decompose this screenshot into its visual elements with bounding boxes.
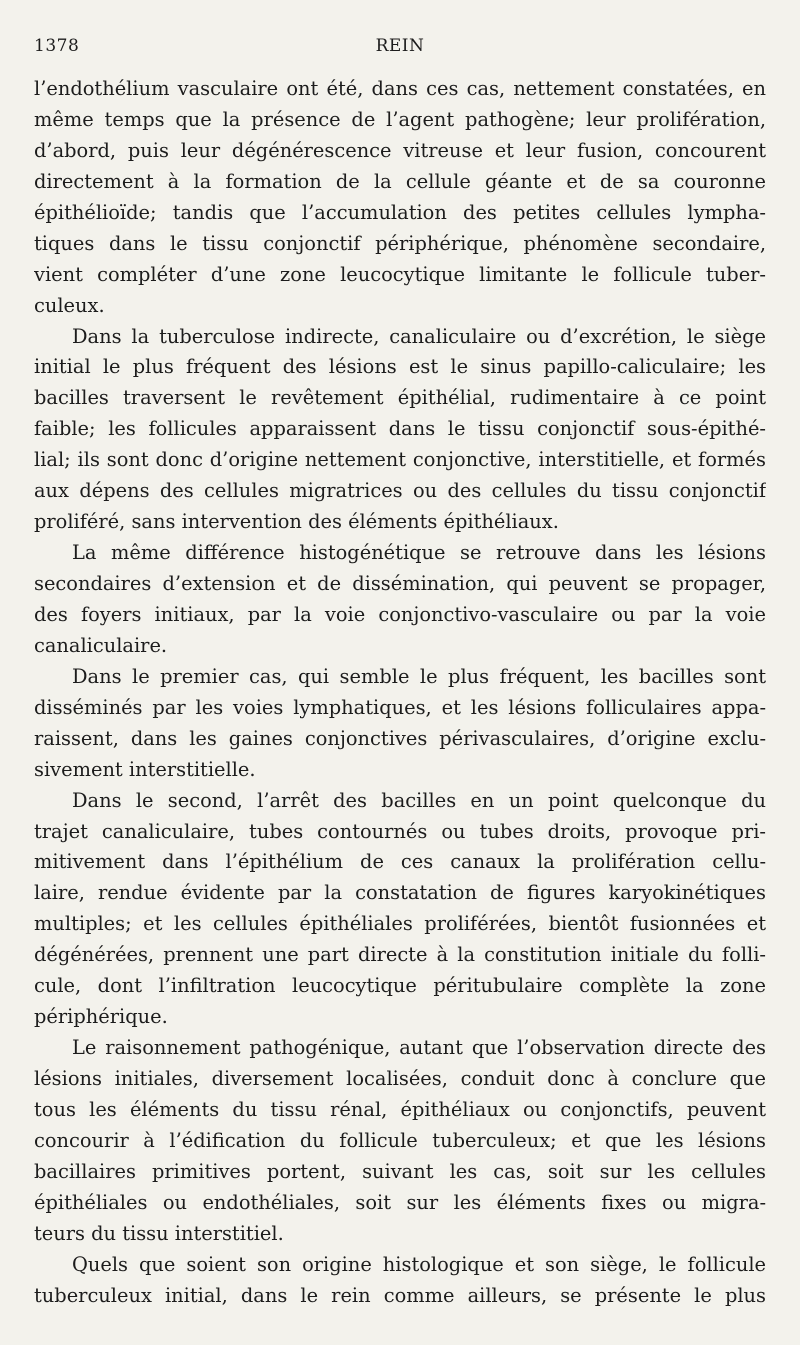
text-line: Dans le second, l’arrêt des bacilles en un point quelconque du — [72, 788, 766, 812]
text-line: cule, dont l’infiltration leucocytique péritubulaire complète la zone — [34, 974, 766, 998]
text-line: même temps que la présence de l’agent pathogène; leur prolifération, — [34, 107, 766, 131]
text-line: tous les éléments du tissu rénal, épithéliaux ou conjonctifs, peuvent — [34, 1097, 766, 1121]
text-line: périphérique. — [34, 1005, 168, 1029]
text-line: proliféré, sans intervention des éléments épithéliaux. — [34, 510, 559, 534]
text-line: initial le plus fréquent des lésions est le sinus papillo-caliculaire; les — [34, 355, 766, 379]
text-line: La même différence histogénétique se retrouve dans les lésions — [72, 541, 766, 565]
text-line: lésions initiales, diversement localisées, conduit donc à conclure que — [34, 1067, 766, 1090]
text-line: teurs du tissu interstitiel. — [34, 1221, 284, 1245]
text-line: Le raisonnement pathogénique, autant que l’observation directe des — [72, 1036, 766, 1060]
page-number: 1378 — [34, 36, 80, 56]
text-line: bacilles traversent le revêtement épithélial, rudimentaire à ce point — [34, 386, 766, 410]
text-line: lial; ils sont donc d’origine nettement conjonctive, interstitielle, et formés — [34, 448, 766, 472]
text-line: culeux. — [34, 293, 105, 317]
text-line: disséminés par les voies lymphatiques, et les lésions folliculaires appa- — [34, 695, 766, 719]
text-line: tuberculeux initial, dans le rein comme ailleurs, se présente le plus — [34, 1283, 766, 1307]
text-line: Quels que soient son origine histologique et son siège, le follicule — [72, 1252, 766, 1276]
text-line: Dans la tuberculose indirecte, canaliculaire ou d’excrétion, le siège — [72, 324, 766, 348]
text-line: secondaires d’extension et de dissémination, qui peuvent se propager, — [34, 572, 766, 595]
text-line: canaliculaire. — [34, 633, 168, 657]
text-line: mitivement dans l’épithélium de ces canaux la prolifération cellu- — [34, 850, 766, 874]
text-line: aux dépens des cellules migratrices ou des cellules du tissu conjonctif — [34, 479, 766, 503]
text-line: trajet canaliculaire, tubes contournés ou tubes droits, provoque pri- — [34, 819, 766, 843]
text-line: l’endothélium vasculaire ont été, dans ces cas, nettement constatées, en — [34, 77, 766, 100]
text-line: épithéliales ou endothéliales, soit sur les éléments fixes ou migra- — [34, 1190, 766, 1214]
text-line: sivement interstitielle. — [34, 757, 256, 781]
text-line: faible; les follicules apparaissent dans le tissu conjonctif sous-épithé- — [34, 417, 766, 441]
body-text — [34, 74, 766, 1312]
text-line: concourir à l’édification du follicule tuberculeux; et que les lésions — [34, 1128, 766, 1152]
text-line: épithélioïde; tandis que l’accumulation des petites cellules lympha- — [34, 200, 766, 224]
text-line: des foyers initiaux, par la voie conjonctivo-vasculaire ou par la voie — [34, 602, 766, 626]
text-line: d’abord, puis leur dégénérescence vitreuse et leur fusion, concourent — [34, 138, 766, 162]
text-line: laire, rendue évidente par la constatation de figures karyokinétiques — [34, 881, 766, 905]
page-header — [34, 36, 766, 60]
running-head: REIN — [375, 36, 425, 56]
text-line: raissent, dans les gaines conjonctives périvasculaires, d’origine exclu- — [34, 726, 766, 750]
text-line: dégénérées, prennent une part directe à la constitution initiale du folli- — [34, 943, 766, 967]
text-line: multiples; et les cellules épithéliales proliférées, bientôt fusionnées et — [34, 912, 766, 936]
text-line: directement à la formation de la cellule géante et de sa couronne — [34, 169, 766, 193]
text-line: vient compléter d’une zone leucocytique limitante le follicule tuber- — [34, 262, 766, 286]
text-line: tiques dans le tissu conjonctif périphérique, phénomène secondaire, — [34, 231, 766, 255]
text-line: bacillaires primitives portent, suivant les cas, soit sur les cellules — [34, 1159, 766, 1183]
text-line: Dans le premier cas, qui semble le plus fréquent, les bacilles sont — [72, 664, 766, 688]
